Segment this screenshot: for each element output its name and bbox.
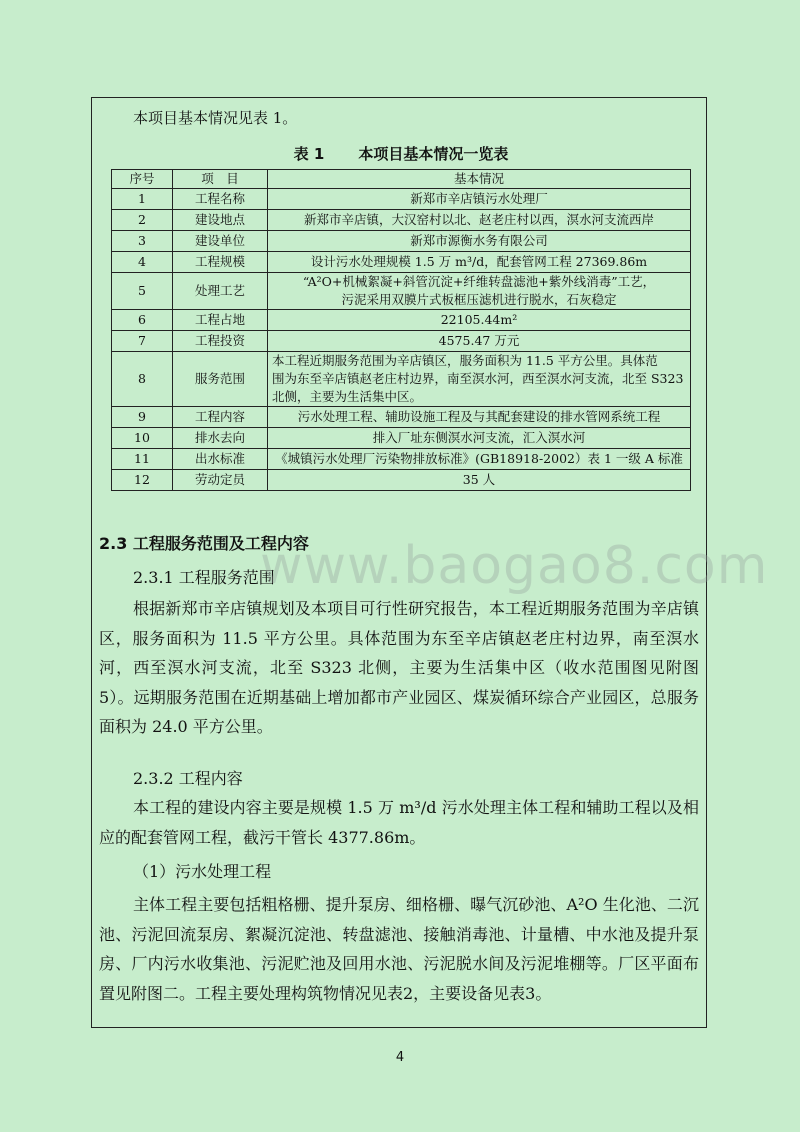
cell-content: 排入厂址东侧溟水河支流，汇入溟水河	[268, 428, 691, 449]
cell-content: 污水处理工程、辅助设施工程及与其配套建设的排水管网系统工程	[268, 407, 691, 428]
header-content: 基本情况	[268, 170, 691, 189]
paragraph-main-works	[99, 890, 699, 1008]
cell-seq: 3	[112, 231, 173, 252]
cell-item: 工程内容	[173, 407, 268, 428]
table-row	[112, 352, 691, 407]
header-item: 项 目	[173, 170, 268, 189]
cell-seq: 8	[112, 352, 173, 407]
cell-seq: 10	[112, 428, 173, 449]
cell-content	[268, 273, 691, 310]
cell-content-line: 北侧，主要为生活集中区。	[272, 389, 423, 404]
table-caption-number: 表 1	[293, 145, 325, 163]
cell-content: 设计污水处理规模 1.5 万 m³/d，配套管网工程 27369.86m	[268, 252, 691, 273]
header-seq: 序号	[112, 170, 173, 189]
cell-item: 工程名称	[173, 189, 268, 210]
cell-seq: 7	[112, 331, 173, 352]
cell-content: 新郑市源衡水务有限公司	[268, 231, 691, 252]
cell-item: 服务范围	[173, 352, 268, 407]
table-header-row	[112, 170, 691, 189]
cell-seq: 5	[112, 273, 173, 310]
table-row	[112, 331, 691, 352]
cell-content-line: “A²O+机械絮凝+斜管沉淀+纤维转盘滤池+紫外线消毒”工艺，	[302, 274, 656, 289]
table-row	[112, 273, 691, 310]
cell-seq: 1	[112, 189, 173, 210]
table-row	[112, 189, 691, 210]
table-row	[112, 231, 691, 252]
cell-content: 22105.44m²	[268, 310, 691, 331]
paragraph-text: 主体工程主要包括粗格栅、提升泵房、细格栅、曝气沉砂池、A²O 生化池、二沉池、污泥回流泵房、絮凝沉淀池、转盘滤池、接触消毒池、计量槽、中水池及提升泵房、厂内污水收集池、污泥贮池及回用水池、污泥脱水间及污泥堆棚等。厂区平面布置见附图二。工程主要处理构筑物情况见表2，主要设备见表3。	[99, 895, 699, 1003]
cell-seq: 4	[112, 252, 173, 273]
cell-seq: 9	[112, 407, 173, 428]
table-caption-title: 本项目基本情况一览表	[358, 145, 509, 163]
cell-content: 4575.47 万元	[268, 331, 691, 352]
project-info-table	[111, 169, 691, 491]
paragraph-text: 根据新郑市辛店镇规划及本项目可行性研究报告，本工程近期服务范围为辛店镇区，服务面积为 11.5 平方公里。具体范围为东至辛店镇赵老庄村边界，南至溟水河，西至溟水河支流，北至 S323 北侧，主要为生活集中区（收水范围图见附图 5）。远期服务范围在近期基础上增加都市产业园区、煤炭循环综合产业园区，总服务面积为 24.0 平方公里。	[99, 599, 699, 736]
table-row	[112, 470, 691, 491]
paragraph-content	[99, 793, 699, 852]
section-title: 2.3 工程服务范围及工程内容	[99, 534, 309, 553]
table-caption	[111, 144, 691, 164]
cell-item: 出水标准	[173, 449, 268, 470]
cell-seq: 2	[112, 210, 173, 231]
cell-seq: 12	[112, 470, 173, 491]
cell-content: 《城镇污水处理厂污染物排放标准》(GB18918-2002）表 1 一级 A 标准	[268, 449, 691, 470]
paragraph-service-range	[99, 594, 699, 742]
cell-item: 排水去向	[173, 428, 268, 449]
subsection-title-1: 2.3.1 工程服务范围	[133, 568, 275, 587]
cell-content: 35 人	[268, 470, 691, 491]
table-row	[112, 310, 691, 331]
table-row	[112, 210, 691, 231]
cell-item: 工程占地	[173, 310, 268, 331]
cell-content-line: 围为东至辛店镇赵老庄村边界，南至溟水河，西至溟水河支流，北至 S323	[272, 371, 684, 386]
cell-item: 处理工艺	[173, 273, 268, 310]
table-row	[112, 252, 691, 273]
subsection-title-2: 2.3.2 工程内容	[133, 769, 243, 788]
cell-item: 劳动定员	[173, 470, 268, 491]
table-row	[112, 449, 691, 470]
cell-item: 建设单位	[173, 231, 268, 252]
watermark: www.baogao8.com	[260, 536, 769, 596]
table-row	[112, 428, 691, 449]
subsection-title-3: （1）污水处理工程	[133, 862, 272, 881]
cell-content: 新郑市辛店镇污水处理厂	[268, 189, 691, 210]
cell-seq: 11	[112, 449, 173, 470]
intro-text: 本项目基本情况见表 1。	[133, 109, 298, 127]
table-row	[112, 407, 691, 428]
cell-content-line: 本工程近期服务范围为辛店镇区，服务面积为 11.5 平方公里。具体范	[272, 353, 658, 368]
paragraph-text: 本工程的建设内容主要是规模 1.5 万 m³/d 污水处理主体工程和辅助工程以及相应的配套管网工程，截污干管长 4377.86m。	[99, 798, 699, 847]
cell-item: 建设地点	[173, 210, 268, 231]
cell-seq: 6	[112, 310, 173, 331]
page-number: 4	[395, 1050, 405, 1065]
cell-content: 新郑市辛店镇，大汉窑村以北、赵老庄村以西，溟水河支流西岸	[268, 210, 691, 231]
cell-content	[268, 352, 691, 407]
cell-content-line: 污泥采用双膜片式板框压滤机进行脱水，石灰稳定	[341, 292, 617, 307]
cell-item: 工程规模	[173, 252, 268, 273]
cell-item: 工程投资	[173, 331, 268, 352]
